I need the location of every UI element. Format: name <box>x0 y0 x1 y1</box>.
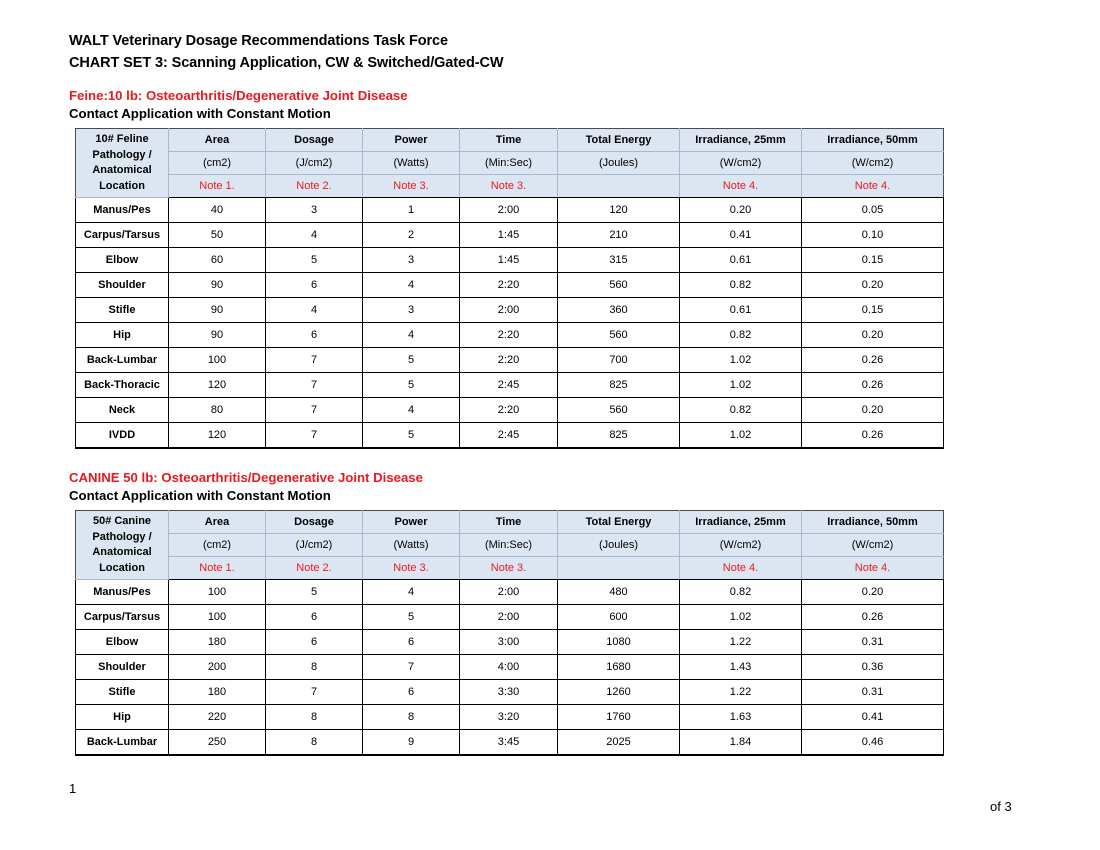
column-header-name: Area <box>169 129 266 152</box>
document-title: WALT Veterinary Dosage Recommendations Task Force <box>69 33 448 49</box>
value-cell: 7 <box>266 398 363 423</box>
location-cell: Back-Lumbar <box>76 730 169 756</box>
value-cell: 5 <box>363 605 460 630</box>
column-header-note: Note 3. <box>460 175 558 198</box>
canine-section-heading: CANINE 50 lb: Osteoarthritis/Degenerative Joint Disease <box>69 470 423 485</box>
column-header-note: Note 4. <box>802 175 944 198</box>
value-cell: 1680 <box>558 655 680 680</box>
page-number: 1 <box>69 781 77 796</box>
location-cell: Carpus/Tarsus <box>76 223 169 248</box>
value-cell: 80 <box>169 398 266 423</box>
feline-section-subheading: Contact Application with Constant Motion <box>69 106 331 121</box>
value-cell: 4 <box>266 298 363 323</box>
column-header-name: Irradiance, 25mm <box>680 511 802 534</box>
value-cell: 100 <box>169 348 266 373</box>
canine-section-subheading: Contact Application with Constant Motion <box>69 488 331 503</box>
value-cell: 0.82 <box>680 398 802 423</box>
value-cell: 825 <box>558 423 680 449</box>
value-cell: 180 <box>169 680 266 705</box>
table-row <box>76 605 944 630</box>
column-header-name: Power <box>363 511 460 534</box>
table-row <box>76 373 944 398</box>
value-cell: 6 <box>266 273 363 298</box>
location-cell: Back-Thoracic <box>76 373 169 398</box>
value-cell: 1080 <box>558 630 680 655</box>
column-header-name: Total Energy <box>558 511 680 534</box>
value-cell: 3:20 <box>460 705 558 730</box>
location-cell: IVDD <box>76 423 169 449</box>
column-header-note: Note 2. <box>266 557 363 580</box>
value-cell: 50 <box>169 223 266 248</box>
value-cell: 0.46 <box>802 730 944 756</box>
value-cell: 0.15 <box>802 248 944 273</box>
value-cell: 1260 <box>558 680 680 705</box>
value-cell: 0.20 <box>802 580 944 605</box>
location-cell: Elbow <box>76 248 169 273</box>
value-cell: 560 <box>558 323 680 348</box>
column-header-name: Area <box>169 511 266 534</box>
column-header-note <box>558 557 680 580</box>
feline-section-heading: Feine:10 lb: Osteoarthritis/Degenerative Joint Disease <box>69 88 408 103</box>
value-cell: 1.22 <box>680 630 802 655</box>
column-header-unit: (J/cm2) <box>266 152 363 175</box>
column-header-unit: (W/cm2) <box>680 152 802 175</box>
value-cell: 6 <box>266 323 363 348</box>
value-cell: 0.05 <box>802 198 944 223</box>
column-header-note: Note 4. <box>680 557 802 580</box>
table-row <box>76 298 944 323</box>
column-header-note: Note 3. <box>460 557 558 580</box>
value-cell: 60 <box>169 248 266 273</box>
value-cell: 4 <box>363 580 460 605</box>
value-cell: 5 <box>266 580 363 605</box>
value-cell: 2:45 <box>460 373 558 398</box>
value-cell: 825 <box>558 373 680 398</box>
value-cell: 0.41 <box>680 223 802 248</box>
column-header-name: Power <box>363 129 460 152</box>
location-cell: Elbow <box>76 630 169 655</box>
column-header-unit: (Joules) <box>558 152 680 175</box>
value-cell: 90 <box>169 273 266 298</box>
column-header-name: Dosage <box>266 511 363 534</box>
value-cell: 7 <box>363 655 460 680</box>
value-cell: 90 <box>169 298 266 323</box>
value-cell: 1.02 <box>680 605 802 630</box>
location-cell: Shoulder <box>76 655 169 680</box>
value-cell: 120 <box>169 373 266 398</box>
table-row <box>76 248 944 273</box>
value-cell: 0.26 <box>802 373 944 398</box>
value-cell: 0.36 <box>802 655 944 680</box>
value-cell: 6 <box>363 630 460 655</box>
value-cell: 0.20 <box>802 323 944 348</box>
value-cell: 8 <box>363 705 460 730</box>
column-header-name: Dosage <box>266 129 363 152</box>
value-cell: 7 <box>266 680 363 705</box>
value-cell: 2:20 <box>460 323 558 348</box>
table-row <box>76 630 944 655</box>
value-cell: 5 <box>266 248 363 273</box>
value-cell: 3 <box>266 198 363 223</box>
value-cell: 700 <box>558 348 680 373</box>
value-cell: 0.10 <box>802 223 944 248</box>
location-cell: Carpus/Tarsus <box>76 605 169 630</box>
table-row <box>76 680 944 705</box>
value-cell: 3 <box>363 298 460 323</box>
value-cell: 8 <box>266 705 363 730</box>
value-cell: 315 <box>558 248 680 273</box>
value-cell: 2:20 <box>460 273 558 298</box>
value-cell: 480 <box>558 580 680 605</box>
value-cell: 0.82 <box>680 273 802 298</box>
table-row <box>76 655 944 680</box>
value-cell: 4:00 <box>460 655 558 680</box>
column-header-note <box>558 175 680 198</box>
value-cell: 220 <box>169 705 266 730</box>
location-cell: Hip <box>76 323 169 348</box>
column-header-note: Note 4. <box>802 557 944 580</box>
value-cell: 120 <box>558 198 680 223</box>
value-cell: 1.22 <box>680 680 802 705</box>
location-cell: Manus/Pes <box>76 580 169 605</box>
table-row <box>76 198 944 223</box>
column-header-name: Irradiance, 50mm <box>802 129 944 152</box>
table-row <box>76 273 944 298</box>
value-cell: 1:45 <box>460 223 558 248</box>
value-cell: 90 <box>169 323 266 348</box>
column-header-unit: (W/cm2) <box>680 534 802 557</box>
value-cell: 1:45 <box>460 248 558 273</box>
table-row <box>76 348 944 373</box>
value-cell: 9 <box>363 730 460 756</box>
value-cell: 2:45 <box>460 423 558 449</box>
value-cell: 560 <box>558 273 680 298</box>
value-cell: 0.26 <box>802 423 944 449</box>
value-cell: 1.63 <box>680 705 802 730</box>
column-header-note: Note 1. <box>169 557 266 580</box>
location-cell: Stifle <box>76 298 169 323</box>
column-header-unit: (Watts) <box>363 534 460 557</box>
value-cell: 4 <box>266 223 363 248</box>
page-total: of 3 <box>990 799 1012 814</box>
value-cell: 2:00 <box>460 580 558 605</box>
column-header-name: Irradiance, 25mm <box>680 129 802 152</box>
column-header-unit: (J/cm2) <box>266 534 363 557</box>
value-cell: 0.61 <box>680 298 802 323</box>
corner-label: 10# Feline Pathology / Anatomical Location <box>76 129 169 198</box>
value-cell: 2:00 <box>460 605 558 630</box>
table-row <box>76 223 944 248</box>
value-cell: 1.02 <box>680 423 802 449</box>
value-cell: 7 <box>266 373 363 398</box>
value-cell: 40 <box>169 198 266 223</box>
column-header-unit: (cm2) <box>169 534 266 557</box>
value-cell: 5 <box>363 423 460 449</box>
column-header-unit: (Watts) <box>363 152 460 175</box>
table-row <box>76 730 944 756</box>
column-header-unit: (Min:Sec) <box>460 534 558 557</box>
column-header-name: Total Energy <box>558 129 680 152</box>
value-cell: 210 <box>558 223 680 248</box>
value-cell: 3:45 <box>460 730 558 756</box>
value-cell: 4 <box>363 323 460 348</box>
value-cell: 3 <box>363 248 460 273</box>
column-header-note: Note 3. <box>363 175 460 198</box>
value-cell: 120 <box>169 423 266 449</box>
table-row <box>76 423 944 449</box>
column-header-note: Note 3. <box>363 557 460 580</box>
value-cell: 0.20 <box>802 273 944 298</box>
value-cell: 1.43 <box>680 655 802 680</box>
column-header-name: Time <box>460 129 558 152</box>
canine-dosage-table <box>75 510 944 756</box>
value-cell: 4 <box>363 398 460 423</box>
column-header-note: Note 2. <box>266 175 363 198</box>
corner-label: 50# Canine Pathology / Anatomical Location <box>76 511 169 580</box>
value-cell: 0.31 <box>802 630 944 655</box>
value-cell: 0.20 <box>802 398 944 423</box>
value-cell: 2 <box>363 223 460 248</box>
value-cell: 560 <box>558 398 680 423</box>
chart-set-title: CHART SET 3: Scanning Application, CW & Switched/Gated-CW <box>69 55 504 71</box>
value-cell: 6 <box>363 680 460 705</box>
column-header-unit: (Min:Sec) <box>460 152 558 175</box>
value-cell: 600 <box>558 605 680 630</box>
value-cell: 2025 <box>558 730 680 756</box>
value-cell: 2:00 <box>460 298 558 323</box>
column-header-name: Time <box>460 511 558 534</box>
value-cell: 6 <box>266 605 363 630</box>
location-cell: Back-Lumbar <box>76 348 169 373</box>
column-header-note: Note 4. <box>680 175 802 198</box>
value-cell: 100 <box>169 580 266 605</box>
value-cell: 100 <box>169 605 266 630</box>
value-cell: 200 <box>169 655 266 680</box>
value-cell: 1 <box>363 198 460 223</box>
value-cell: 7 <box>266 348 363 373</box>
value-cell: 0.61 <box>680 248 802 273</box>
column-header-note: Note 1. <box>169 175 266 198</box>
value-cell: 1.84 <box>680 730 802 756</box>
location-cell: Hip <box>76 705 169 730</box>
value-cell: 5 <box>363 348 460 373</box>
value-cell: 0.26 <box>802 348 944 373</box>
location-cell: Neck <box>76 398 169 423</box>
value-cell: 8 <box>266 655 363 680</box>
column-header-unit: (W/cm2) <box>802 534 944 557</box>
column-header-unit: (Joules) <box>558 534 680 557</box>
table-row <box>76 705 944 730</box>
value-cell: 5 <box>363 373 460 398</box>
value-cell: 1.02 <box>680 348 802 373</box>
location-cell: Manus/Pes <box>76 198 169 223</box>
location-cell: Shoulder <box>76 273 169 298</box>
value-cell: 0.26 <box>802 605 944 630</box>
value-cell: 8 <box>266 730 363 756</box>
value-cell: 360 <box>558 298 680 323</box>
column-header-name: Irradiance, 50mm <box>802 511 944 534</box>
table-row <box>76 323 944 348</box>
value-cell: 1.02 <box>680 373 802 398</box>
value-cell: 0.20 <box>680 198 802 223</box>
value-cell: 0.82 <box>680 580 802 605</box>
value-cell: 250 <box>169 730 266 756</box>
value-cell: 3:30 <box>460 680 558 705</box>
table-row <box>76 398 944 423</box>
column-header-unit: (W/cm2) <box>802 152 944 175</box>
value-cell: 0.41 <box>802 705 944 730</box>
value-cell: 2:00 <box>460 198 558 223</box>
value-cell: 1760 <box>558 705 680 730</box>
value-cell: 3:00 <box>460 630 558 655</box>
value-cell: 6 <box>266 630 363 655</box>
feline-dosage-table <box>75 128 944 449</box>
value-cell: 7 <box>266 423 363 449</box>
value-cell: 0.31 <box>802 680 944 705</box>
value-cell: 4 <box>363 273 460 298</box>
value-cell: 0.15 <box>802 298 944 323</box>
value-cell: 0.82 <box>680 323 802 348</box>
value-cell: 2:20 <box>460 398 558 423</box>
location-cell: Stifle <box>76 680 169 705</box>
value-cell: 2:20 <box>460 348 558 373</box>
column-header-unit: (cm2) <box>169 152 266 175</box>
table-row <box>76 580 944 605</box>
value-cell: 180 <box>169 630 266 655</box>
